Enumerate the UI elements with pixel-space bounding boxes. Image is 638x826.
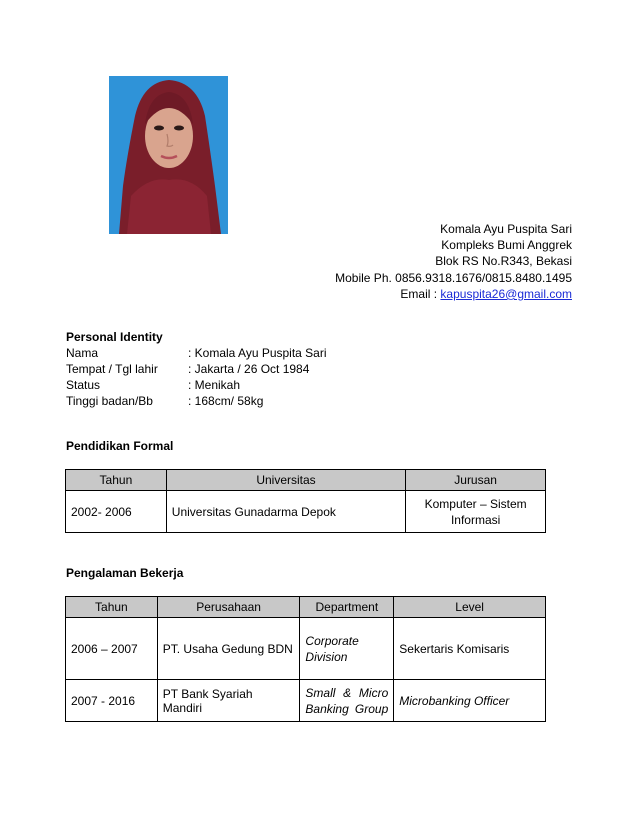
column-header: Universitas [166,470,405,491]
experience-header-row [66,597,546,618]
identity-row [66,393,327,409]
identity-label: Tempat / Tgl lahir [66,362,158,376]
identity-value: : Menikah [188,378,241,392]
identity-row [66,377,327,393]
experience-level: Sekertaris Komisaris [394,618,546,680]
email-link[interactable]: kapuspita26@gmail.com [440,286,572,301]
contact-block [335,221,572,302]
column-header: Level [394,597,546,618]
column-header: Tahun [66,597,158,618]
table-row [66,680,546,722]
education-title: Pendidikan Formal [66,439,174,453]
experience-year: 2006 – 2007 [66,618,158,680]
experience-table [65,596,546,722]
column-header: Perusahaan [157,597,300,618]
education-table [65,469,546,533]
personal-identity-list [66,345,327,409]
identity-label: Tinggi badan/Bb [66,394,153,408]
contact-address-line-2: Blok RS No.R343, Bekasi [435,254,572,269]
experience-company: PT Bank Syariah Mandiri [157,680,300,722]
table-row [66,618,546,680]
experience-title: Pengalaman Bekerja [66,566,184,580]
experience-company: PT. Usaha Gedung BDN [157,618,300,680]
experience-department: Corporate Division [300,618,394,680]
education-major: Komputer – Sistem Informasi [406,491,546,533]
contact-address-line-1: Kompleks Bumi Anggrek [441,238,572,253]
experience-department: Small & Micro Banking Group [300,680,394,722]
education-header-row [66,470,546,491]
education-university: Universitas Gunadarma Depok [166,491,405,533]
identity-value: : 168cm/ 58kg [188,394,264,408]
column-header: Tahun [66,470,167,491]
personal-identity-title: Personal Identity [66,330,163,344]
education-year: 2002- 2006 [66,491,167,533]
email-label: Email : [400,286,441,301]
identity-row [66,345,327,361]
identity-value: : Jakarta / 26 Oct 1984 [188,362,310,376]
identity-label: Status [66,378,101,392]
experience-level: Microbanking Officer [394,680,546,722]
contact-email-row [335,286,572,302]
contact-mobile: Mobile Ph. 0856.9318.1676/0815.8480.1495 [335,270,572,285]
column-header: Department [300,597,394,618]
table-row [66,491,546,533]
column-header: Jurusan [406,470,546,491]
identity-value: : Komala Ayu Puspita Sari [188,346,327,360]
profile-photo [109,76,228,234]
contact-name: Komala Ayu Puspita Sari [440,222,572,236]
identity-row [66,361,327,377]
identity-label: Nama [66,346,99,360]
experience-year: 2007 - 2016 [66,680,158,722]
